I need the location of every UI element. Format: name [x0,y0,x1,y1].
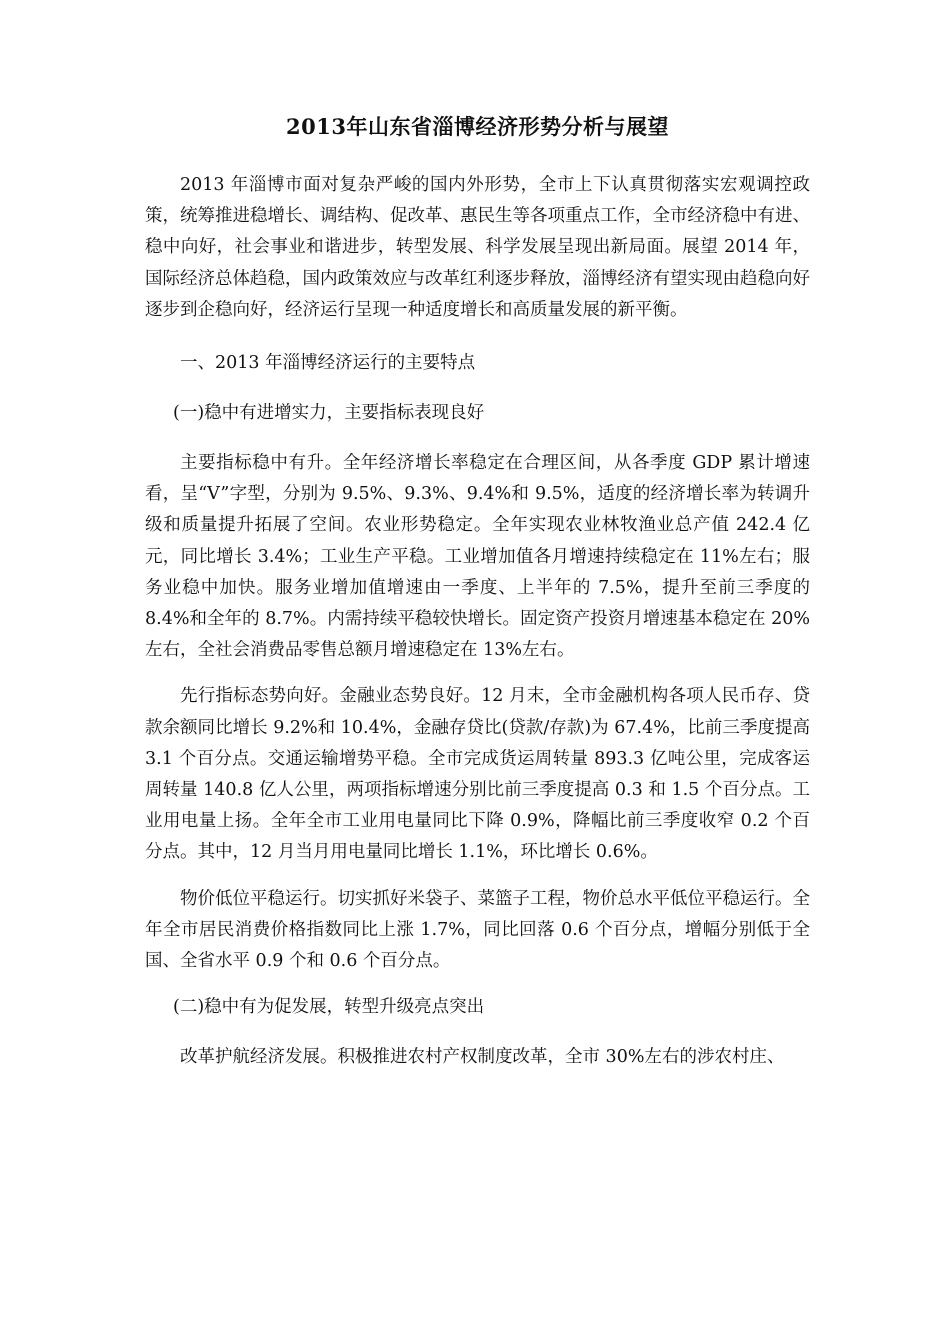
section-heading-1: 一、2013 年淄博经济运行的主要特点 [180,353,476,374]
document-page [145,112,810,1088]
indicators-paragraph: 主要指标稳中有升。全年经济增长率稳定在合理区间，从各季度 GDP 累计增速看，呈“V”字型，分别为 9.5%、9.3%、9.4%和 9.5%，适度的经济增长率为转调升级和质量提升拓展了空间。农业形势稳定。全年实现农业林牧渔业总产值 242.4 亿元，同比增长 3.4%；工业生产平稳。工业增加值各月增速持续稳定在 11%左右；服务业稳中加快。服务业增加值增速由一季度、上半年的 7.5%，提升至前三季度的 8.4%和全年的 8.7%。内需持续平稳较快增长。固定资产投资月增速基本稳定在 20%左右，全社会消费品零售总额月增速稳定在 13%左右。 [145,453,810,661]
intro-paragraph: 2013 年淄博市面对复杂严峻的国内外形势，全市上下认真贯彻落实宏观调控政策，统筹推进稳增长、调结构、促改革、惠民生等各项重点工作，全市经济稳中有进、稳中向好，社会事业和谐进步，转型发展、科学发展呈现出新局面。展望 2014 年，国际经济总体趋稳，国内政策效应与改革红利逐步释放，淄博经济有望实现由趋稳向好逐步到企稳向好，经济运行呈现一种适度增长和高质量发展的新平衡。 [145,175,810,320]
subsection-heading-1: (一)稳中有进增实力，主要指标表现良好 [173,403,485,424]
subsection-heading-2: (二)稳中有为促发展，转型升级亮点突出 [173,997,485,1018]
reform-paragraph: 改革护航经济发展。积极推进农村产权制度改革，全市 30%左右的涉农村庄、 [180,1047,785,1068]
prices-paragraph: 物价低位平稳运行。切实抓好米袋子、菜篮子工程，物价总水平低位平稳运行。全年全市居民消费价格指数同比上涨 1.7%，同比回落 0.6 个百分点，增幅分别低于全国、全省水平 0.9 个和 0.6 个百分点。 [145,888,810,972]
document-title: 2013年山东省淄博经济形势分析与展望 [286,114,669,139]
leading-indicators-paragraph: 先行指标态势向好。金融业态势良好。12 月末，全市金融机构各项人民币存、贷款余额同比增长 9.2%和 10.4%，金融存贷比(贷款/存款)为 67.4%，比前三季度提高 3.1 个百分点。交通运输增势平稳。全市完成货运周转量 893.3 亿吨公里，完成客运周转量 140.8 亿人公里，两项指标增速分别比前三季度提高 0.3 和 1.5 个百分点。工业用电量上扬。全年全市工业用电量同比下降 0.9%，降幅比前三季度收窄 0.2 个百分点。其中，12 月当月用电量同比增长 1.1%，环比增长 0.6%。 [145,686,810,863]
